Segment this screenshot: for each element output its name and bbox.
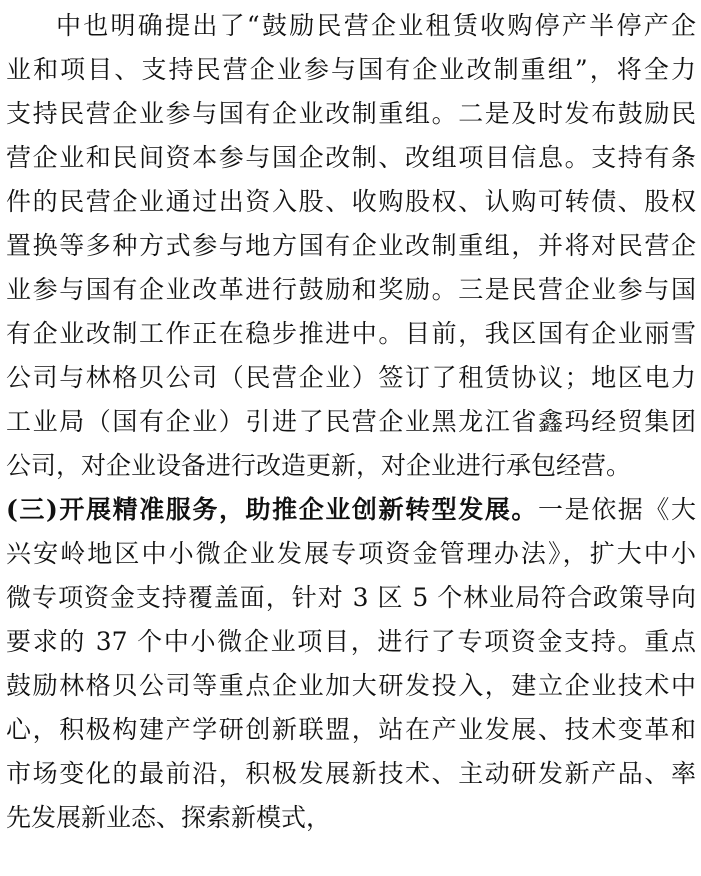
- text-line-12: [6, 488, 696, 532]
- text-line-12-body: 一是依据《大: [538, 495, 696, 524]
- text-line-2: 业和项目、支持民营企业参与国有企业改制重组”，将全力: [6, 55, 696, 84]
- text-line-13: 兴安岭地区中小微企业发展专项资金管理办法》，扩大中小: [6, 539, 696, 568]
- text-line-17: 心，积极构建产学研创新联盟，站在产业发展、技术变革和: [6, 715, 696, 744]
- text-line-18: 市场变化的最前沿，积极发展新技术、主动研发新产品、率: [6, 759, 696, 788]
- text-line-6: 置换等多种方式参与地方国有企业改制重组，并将对民营企: [6, 231, 696, 260]
- text-line-14: 微专项资金支持覆盖面，针对 3 区 5 个林业局符合政策导向: [6, 583, 696, 612]
- text-line-10: 工业局（国有企业）引进了民营企业黑龙江省鑫玛经贸集团: [6, 407, 696, 436]
- text-line-1: 中也明确提出了“鼓励民营企业租赁收购停产半停产企: [56, 11, 696, 40]
- text-line-16: 鼓励林格贝公司等重点企业加大研发投入，建立企业技术中: [6, 671, 696, 700]
- section-heading: (三)开展精准服务，助推企业创新转型发展。: [6, 495, 539, 524]
- text-line-19: 先发展新业态、探索新模式，: [6, 803, 332, 832]
- text-line-4: 营企业和民间资本参与国企改制、改组项目信息。支持有条: [6, 143, 696, 172]
- text-line-15: 要求的 37 个中小微企业项目，进行了专项资金支持。重点: [6, 627, 696, 656]
- text-line-7: 业参与国有企业改革进行鼓励和奖励。三是民营企业参与国: [6, 275, 696, 304]
- text-line-5: 件的民营企业通过出资入股、收购股权、认购可转债、股权: [6, 187, 696, 216]
- text-line-9: 公司与林格贝公司（民营企业）签订了租赁协议；地区电力: [6, 363, 696, 392]
- text-line-8: 有企业改制工作正在稳步推进中。目前，我区国有企业丽雪: [6, 319, 696, 348]
- text-line-11: 公司，对企业设备进行改造更新，对企业进行承包经营。: [6, 451, 632, 480]
- text-line-3: 支持民营企业参与国有企业改制重组。二是及时发布鼓励民: [6, 99, 696, 128]
